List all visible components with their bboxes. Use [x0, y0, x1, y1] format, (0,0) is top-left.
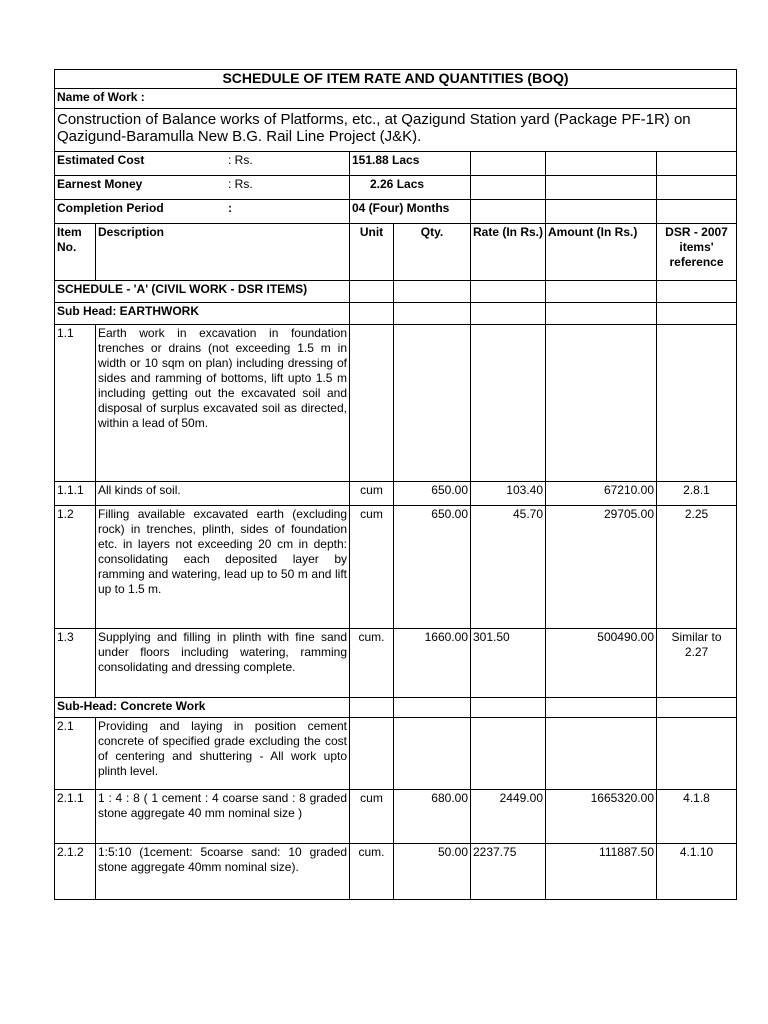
table-row — [55, 844, 737, 900]
item-rate: 103.40 — [471, 482, 546, 506]
estimated-cost-value: 151.88 Lacs — [350, 152, 471, 176]
item-dsr-reference: 2.8.1 — [657, 482, 737, 506]
item-qty: 1660.00 — [394, 629, 471, 698]
boq-table — [54, 69, 737, 900]
estimated-cost-unit: : Rs. — [228, 153, 253, 167]
header-description: Description — [96, 224, 350, 281]
earnest-money-value: 2.26 Lacs — [350, 176, 471, 200]
item-unit — [350, 325, 394, 482]
item-description: Earth work in excavation in foundation trenches or drains (not exceeding 1.5 m in width or 10 sqm on plan) including dressing of sides and ramming of bottoms, lift upto 1.5 m including getting out the excavated soil and disposal of surplus excavated soil as directed, within a lead of 50m. — [96, 325, 350, 482]
item-unit: cum — [350, 790, 394, 844]
earnest-money-label-cell — [55, 176, 350, 200]
empty-cell — [471, 152, 546, 176]
header-qty: Qty. — [394, 224, 471, 281]
item-no: 1.2 — [55, 506, 96, 629]
item-rate: 301.50 — [471, 629, 546, 698]
item-amount — [546, 718, 657, 790]
earthwork-subhead-row — [55, 303, 737, 325]
name-of-work-row — [55, 109, 737, 152]
item-dsr-reference: 4.1.10 — [657, 844, 737, 900]
item-rate: 2237.75 — [471, 844, 546, 900]
item-rate — [471, 718, 546, 790]
completion-period-label-cell — [55, 200, 350, 224]
item-no: 2.1.2 — [55, 844, 96, 900]
empty-cell — [657, 176, 737, 200]
name-of-work-text: Construction of Balance works of Platforms, etc., at Qazigund Station yard (Package PF-1R) on Qazigund-Baramulla New B.G. Rail Line Project (J&K). — [55, 109, 737, 152]
table-row — [55, 629, 737, 698]
header-unit: Unit — [350, 224, 394, 281]
item-dsr-reference: 2.25 — [657, 506, 737, 629]
item-qty: 50.00 — [394, 844, 471, 900]
item-unit: cum. — [350, 844, 394, 900]
item-dsr-reference — [657, 325, 737, 482]
table-row — [55, 718, 737, 790]
item-description: 1:5:10 (1cement: 5coarse sand: 10 graded stone aggregate 40mm nominal size). — [96, 844, 350, 900]
item-amount: 111887.50 — [546, 844, 657, 900]
item-rate: 45.70 — [471, 506, 546, 629]
item-description: Supplying and filling in plinth with fine sand under floors including watering, ramming consolidating and dressing complete. — [96, 629, 350, 698]
empty-cell — [471, 698, 546, 718]
item-amount: 500490.00 — [546, 629, 657, 698]
item-amount: 67210.00 — [546, 482, 657, 506]
column-header-row — [55, 224, 737, 281]
item-dsr-reference — [657, 718, 737, 790]
item-amount: 1665320.00 — [546, 790, 657, 844]
table-row — [55, 790, 737, 844]
item-qty — [394, 325, 471, 482]
empty-cell — [471, 303, 546, 325]
item-rate: 2449.00 — [471, 790, 546, 844]
item-description: Providing and laying in position cement concrete of specified grade excluding the cost of centering and shuttering - All work upto plinth level. — [96, 718, 350, 790]
item-dsr-reference: 4.1.8 — [657, 790, 737, 844]
item-qty: 680.00 — [394, 790, 471, 844]
item-no: 1.1.1 — [55, 482, 96, 506]
earnest-money-row — [55, 176, 737, 200]
empty-cell — [350, 281, 394, 303]
empty-cell — [546, 152, 657, 176]
empty-cell — [394, 281, 471, 303]
header-amount: Amount (In Rs.) — [546, 224, 657, 281]
table-row — [55, 506, 737, 629]
empty-cell — [471, 200, 546, 224]
item-qty: 650.00 — [394, 482, 471, 506]
empty-cell — [350, 303, 394, 325]
empty-cell — [657, 152, 737, 176]
item-rate — [471, 325, 546, 482]
item-unit: cum — [350, 482, 394, 506]
item-qty — [394, 718, 471, 790]
empty-cell — [657, 200, 737, 224]
item-description: Filling available excavated earth (excluding rock) in trenches, plinth, sides of foundation etc. in layers not exceeding 20 cm in depth: consolidating each deposited layer by ramming and watering, lead up to 50 m and lift up to 1.5 m. — [96, 506, 350, 629]
estimated-cost-row — [55, 152, 737, 176]
empty-cell — [546, 281, 657, 303]
item-no: 2.1 — [55, 718, 96, 790]
item-unit: cum — [350, 506, 394, 629]
item-no: 1.1 — [55, 325, 96, 482]
item-description: 1 : 4 : 8 ( 1 cement : 4 coarse sand : 8 graded stone aggregate 40 mm nominal size ) — [96, 790, 350, 844]
header-item-no: Item No. — [55, 224, 96, 281]
empty-cell — [471, 176, 546, 200]
item-qty: 650.00 — [394, 506, 471, 629]
completion-period-colon: : — [228, 201, 232, 215]
title-row — [55, 70, 737, 89]
empty-cell — [394, 303, 471, 325]
item-amount: 29705.00 — [546, 506, 657, 629]
empty-cell — [394, 698, 471, 718]
concrete-subhead-row — [55, 698, 737, 718]
name-of-work-label: Name of Work : — [55, 89, 737, 109]
table-row — [55, 482, 737, 506]
empty-cell — [546, 698, 657, 718]
item-unit: cum. — [350, 629, 394, 698]
empty-cell — [350, 698, 394, 718]
estimated-cost-label-cell — [55, 152, 350, 176]
header-dsr-reference: DSR - 2007 items' reference — [657, 224, 737, 281]
document-title: SCHEDULE OF ITEM RATE AND QUANTITIES (BOQ) — [55, 70, 737, 89]
empty-cell — [546, 176, 657, 200]
earthwork-subhead: Sub Head: EARTHWORK — [55, 303, 350, 325]
item-unit — [350, 718, 394, 790]
table-row — [55, 325, 737, 482]
item-description: All kinds of soil. — [96, 482, 350, 506]
item-no: 1.3 — [55, 629, 96, 698]
item-dsr-reference: Similar to 2.27 — [657, 629, 737, 698]
header-rate: Rate (In Rs.) — [471, 224, 546, 281]
completion-period-value: 04 (Four) Months — [350, 200, 471, 224]
estimated-cost-label: Estimated Cost — [57, 153, 145, 167]
concrete-subhead: Sub-Head: Concrete Work — [55, 698, 350, 718]
empty-cell — [471, 281, 546, 303]
item-no: 2.1.1 — [55, 790, 96, 844]
empty-cell — [546, 303, 657, 325]
schedule-a-row — [55, 281, 737, 303]
item-amount — [546, 325, 657, 482]
empty-cell — [657, 303, 737, 325]
completion-period-label: Completion Period — [57, 201, 164, 215]
earnest-money-unit: : Rs. — [228, 177, 253, 191]
name-of-work-label-row — [55, 89, 737, 109]
empty-cell — [657, 698, 737, 718]
empty-cell — [657, 281, 737, 303]
empty-cell — [546, 200, 657, 224]
schedule-a-heading: SCHEDULE - 'A' (CIVIL WORK - DSR ITEMS) — [55, 281, 350, 303]
completion-period-row — [55, 200, 737, 224]
earnest-money-label: Earnest Money — [57, 177, 143, 191]
